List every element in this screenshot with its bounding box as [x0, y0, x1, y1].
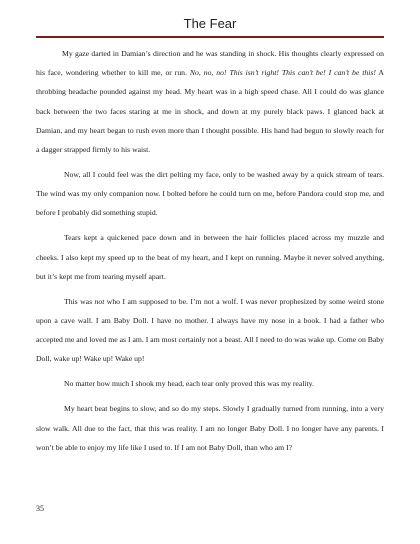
paragraph-4-italic: not — [94, 296, 105, 306]
paragraph-1-italic: No, no, no! This isn’t right! This can’t be! I can’t be this! — [189, 68, 376, 78]
paragraph-3: Tears kept a quickened pace down and in between the hair follicles placed across my muzzle and cheeks. I also kept my speed up to the beat of my heart, and I kept on running. Maybe it never solved anything, but it’s kept me from tearing myself apart. — [36, 233, 384, 281]
page-header-title: The Fear — [183, 16, 237, 31]
paragraph-1-text-b: A throbbing headache pounded against my head. My heart was in a high speed chase. All I could do was glance back between the two faces staring at me in shock, and down at my purely black paws. I glanced back at Damian, and my heart began to rush even more than I thought possible. His hand had begun to slowly reach for a dagger strapped firmly to his waist. — [36, 68, 384, 155]
paragraph-4 — [36, 292, 384, 369]
paragraph-1 — [36, 44, 384, 159]
body-text — [36, 44, 384, 463]
paragraph-4-text-b: who I am supposed to be. I’m not a wolf. I was never prophesized by some weird stone upon a cave wall. I am Baby Doll. I have no mother. I always have my nose in a book. I had a father who accepted me and loved me as I am. I am most certainly not a beast. All I need to do was wake up. Come on Baby Doll, wake up! Wake up! Wake up! — [36, 296, 385, 364]
paragraph-5: No matter how much I shook my head, each tear only proved this was my reality. — [64, 379, 314, 389]
header-rule — [36, 36, 384, 38]
paragraph-1-text-a: My gaze darted in Damian’s direction and he was standing in shock. His thoughts clearly expressed on his face, wondering whether to kill me, or run. — [36, 49, 384, 78]
paragraph-2: Now, all I could feel was the dirt pelting my face, only to be washed away by a quick stream of tears. The wind was my only companion now. I bolted before he could turn on me, before Pandora could stop me, and before I probably did something stupid. — [36, 170, 384, 218]
page-number: 35 — [36, 504, 44, 513]
paragraph-6: My heart beat begins to slow, and so do my steps. Slowly I gradually turned from running, into a very slow walk. All due to the fact, that this was reality. I am no longer Baby Doll. I no longer have any parents. I won’t be able to enjoy my life like I used to. If I am not Baby Doll, than who am I? — [36, 404, 384, 452]
paragraph-4-text-a: This was — [64, 296, 95, 306]
